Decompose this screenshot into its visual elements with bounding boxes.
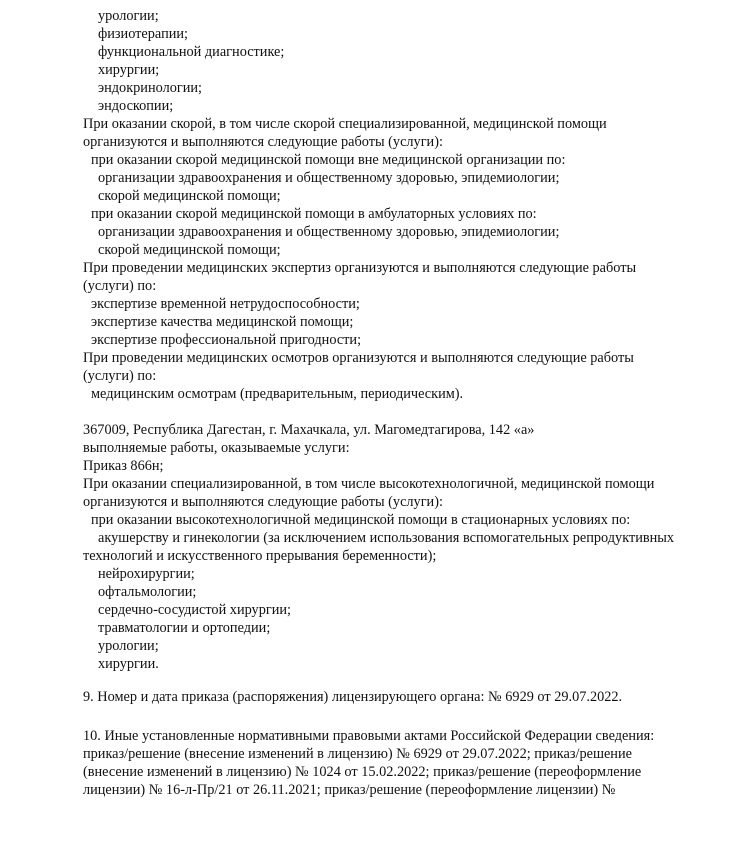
paragraph-line: выполняемые работы, оказываемые услуги: [83, 440, 350, 456]
paragraph-line: организуются и выполняются следующие работы (услуги): [83, 494, 443, 510]
text-line: скорой медицинской помощи; [98, 188, 281, 204]
text-line: медицинским осмотрам (предварительным, периодическим). [91, 386, 464, 402]
text-line: урологии; [98, 8, 159, 24]
paragraph-line: лицензии) № 16-л-Пр/21 от 26.11.2021; приказ/решение (переоформление лицензии) № [83, 782, 616, 798]
text-line: акушерству и гинекологии (за исключением использования вспомогательных репродуктивных [98, 530, 675, 546]
text-line: физиотерапии; [98, 26, 188, 42]
text-line: эндоскопии; [98, 98, 174, 114]
paragraph-line: При оказании специализированной, в том числе высокотехнологичной, медицинской помощи [83, 476, 655, 492]
text-line: урологии; [98, 638, 159, 654]
text-line: хирургии; [98, 62, 160, 78]
text-line: хирургии. [98, 656, 159, 672]
text-line: офтальмологии; [98, 584, 197, 600]
text-line: экспертизе качества медицинской помощи; [91, 314, 354, 330]
paragraph-line: (внесение изменений в лицензию) № 1024 от 15.02.2022; приказ/решение (переоформление [83, 764, 642, 780]
paragraph-line: (услуги) по: [83, 368, 157, 384]
paragraph-line: приказ/решение (внесение изменений в лицензию) № 6929 от 29.07.2022; приказ/решение [83, 746, 632, 762]
paragraph-line: При проведении медицинских осмотров организуются и выполняются следующие работы [83, 350, 634, 366]
text-line: эндокринологии; [98, 80, 202, 96]
text-line: нейрохирургии; [98, 566, 195, 582]
text-line: функциональной диагностике; [98, 44, 285, 60]
subheading-line: при оказании высокотехнологичной медицинской помощи в стационарных условиях по: [91, 512, 631, 528]
section-10-line: 10. Иные установленные нормативными правовыми актами Российской Федерации сведения: [83, 728, 655, 744]
subheading-line: при оказании скорой медицинской помощи вне медицинской организации по: [91, 152, 566, 168]
text-line: скорой медицинской помощи; [98, 242, 281, 258]
address-line: 367009, Республика Дагестан, г. Махачкала, ул. Магомедтагирова, 142 «а» [83, 422, 535, 438]
text-line: экспертизе временной нетрудоспособности; [91, 296, 360, 312]
text-line: экспертизе профессиональной пригодности; [91, 332, 362, 348]
text-line: организации здравоохранения и общественному здоровью, эпидемиологии; [98, 224, 560, 240]
subheading-line: при оказании скорой медицинской помощи в амбулаторных условиях по: [91, 206, 537, 222]
paragraph-line: организуются и выполняются следующие работы (услуги): [83, 134, 443, 150]
section-9-line: 9. Номер и дата приказа (распоряжения) лицензирующего органа: № 6929 от 29.07.2022. [83, 689, 623, 705]
paragraph-line: При оказании скорой, в том числе скорой специализированной, медицинской помощи [83, 116, 607, 132]
paragraph-line: (услуги) по: [83, 278, 157, 294]
text-line: организации здравоохранения и общественному здоровью, эпидемиологии; [98, 170, 560, 186]
paragraph-line: Приказ 866н; [83, 458, 164, 474]
paragraph-line: При проведении медицинских экспертиз организуются и выполняются следующие работы [83, 260, 637, 276]
text-line: травматологии и ортопедии; [98, 620, 271, 636]
text-line: сердечно-сосудистой хирургии; [98, 602, 291, 618]
text-line: технологий и искусственного прерывания беременности); [83, 548, 437, 564]
